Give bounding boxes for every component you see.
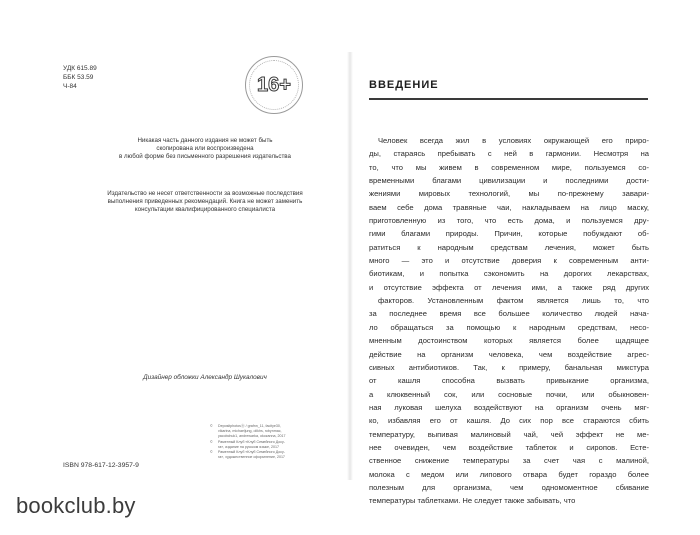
body-line: временными благами цивилизации и последними дости- bbox=[369, 176, 649, 186]
copyright-symbol bbox=[210, 455, 215, 460]
body-line: молока с медом или липового отвара будет гораздо более bbox=[369, 469, 649, 479]
credit-text: га», художественное оформление, 2017 bbox=[218, 455, 285, 460]
section-title: ВВЕДЕНИЕ bbox=[369, 79, 439, 91]
copyright-symbol: © bbox=[210, 439, 213, 444]
body-line: а клюквенный сок, или сосновые почки, или обыкновен- bbox=[369, 389, 649, 399]
copyright-line: скопирована или воспроизведена bbox=[156, 145, 254, 152]
body-line: биотикам, и попытка сэкономить на дорогих лекарствах, bbox=[369, 269, 649, 279]
body-line: сивных антибиотиков. Так, к примеру, банальная микстура bbox=[369, 362, 649, 372]
body-line: то, что мы живем в современном мире, пользуемся со- bbox=[369, 162, 649, 172]
credit-text: Раменный Клуб «Клуб Семейного Досу- bbox=[218, 450, 286, 455]
body-line: факторов. Установленным фактом является лишь то, что bbox=[378, 296, 649, 306]
copyright-symbol: © bbox=[210, 450, 213, 455]
copyright-line: Никакая часть данного издания не может быть bbox=[137, 137, 273, 144]
body-line: приготовленную из того, что есть дома, и пользуемся дру- bbox=[369, 216, 649, 226]
credit-text: DepositphotosⓇ / grafnn_11, facitye30, bbox=[218, 424, 281, 428]
isbn: ISBN 978-617-12-3957-9 bbox=[63, 462, 139, 469]
credit-text: yacobchuk1, andrewarka, okozanna, 2017 bbox=[218, 434, 286, 439]
credit-text: Раменный Клуб «Клуб Семейного Досу- bbox=[218, 439, 286, 444]
body-line: ваем себе дома травяные чаи, накладываем на лицо маску, bbox=[369, 202, 649, 212]
body-line: Человек всегда жил в условиях окружающей его приро- bbox=[378, 136, 649, 145]
credit-text: vikarina, michaeljung, olikhs, robynmac, bbox=[218, 429, 282, 434]
author-mark: Ч-84 bbox=[63, 83, 77, 90]
body-line: температуру, выпивая малиновый чай, чей эффект не ме- bbox=[369, 429, 649, 439]
copyright-notice bbox=[100, 137, 310, 161]
body-line: от кашля способна вызвать привыкание организма, bbox=[369, 376, 649, 386]
body-line: действие на организм человека, чем воздействие агрес- bbox=[369, 349, 649, 359]
body-line: температуры таблетками. Не следует также забывать, что bbox=[369, 496, 576, 506]
body-line: мненным достоинством которых является более щадящее bbox=[369, 336, 649, 346]
copyright-line: в любой форме без письменного разрешения издательства bbox=[119, 153, 291, 160]
body-line: ная луковая шелуха воздействуют на организм очень мяг- bbox=[369, 402, 649, 412]
age-rating-label: 16+ bbox=[257, 73, 291, 96]
body-line: полезным для организма, чем одномоментное сбивание bbox=[369, 482, 649, 492]
title-divider bbox=[369, 98, 648, 100]
book-spread bbox=[50, 52, 650, 506]
body-line: гими благами природы. Причин, которые побуждают об- bbox=[369, 229, 649, 239]
left-page bbox=[50, 52, 347, 480]
bbk-code: ББК 53.59 bbox=[63, 74, 94, 81]
body-line: нее очевиден, чем воздействие таблеток и сиропов. Есте- bbox=[369, 442, 649, 452]
liability-line: выполнения приведенных рекомендаций. Книга не может заменить bbox=[107, 198, 303, 205]
body-line: жениями мировых технологий, мы по-прежнему завари- bbox=[369, 189, 649, 199]
copyright-symbol: © bbox=[210, 424, 213, 428]
site-watermark: bookclub.by bbox=[16, 493, 136, 518]
image-credits bbox=[210, 424, 330, 460]
credit-line bbox=[210, 455, 330, 460]
body-line: ратиться к народным средствам лечения, может быть bbox=[369, 242, 649, 252]
body-line: и отсутствие эффекта от лечения ими, а также ряд других bbox=[369, 282, 649, 292]
udk-code: УДК 615.89 bbox=[63, 65, 97, 72]
body-line: много — это и отсутствие доверия к современным анти- bbox=[369, 256, 649, 266]
age-rating-badge bbox=[245, 56, 303, 114]
cover-designer-credit: Дизайнер обложки Александр Шукалович bbox=[143, 374, 267, 381]
liability-line: Издательство не несет ответственности за возможные последствия bbox=[107, 190, 303, 197]
body-line: ды, стараясь пребывать с ней в гармонии. Несмотря на bbox=[369, 149, 649, 159]
right-page bbox=[353, 52, 650, 506]
liability-notice bbox=[100, 190, 310, 214]
credit-text: га», издание на русском языке, 2017 bbox=[218, 444, 280, 449]
body-line: ло обращаться за помощью к народным средствам, несо- bbox=[369, 322, 649, 332]
body-line: за последнее время все большее количество людей нача- bbox=[369, 309, 649, 319]
liability-line: консультации квалифицированного специалиста bbox=[134, 206, 276, 213]
body-line: ственное снижение температуры за счет чая с малиной, bbox=[369, 456, 649, 466]
body-line: ко, избавляя его от кашля. До сих пор все стараются сбить bbox=[369, 416, 649, 426]
biblio-codes bbox=[63, 64, 97, 91]
body-text bbox=[369, 134, 649, 508]
